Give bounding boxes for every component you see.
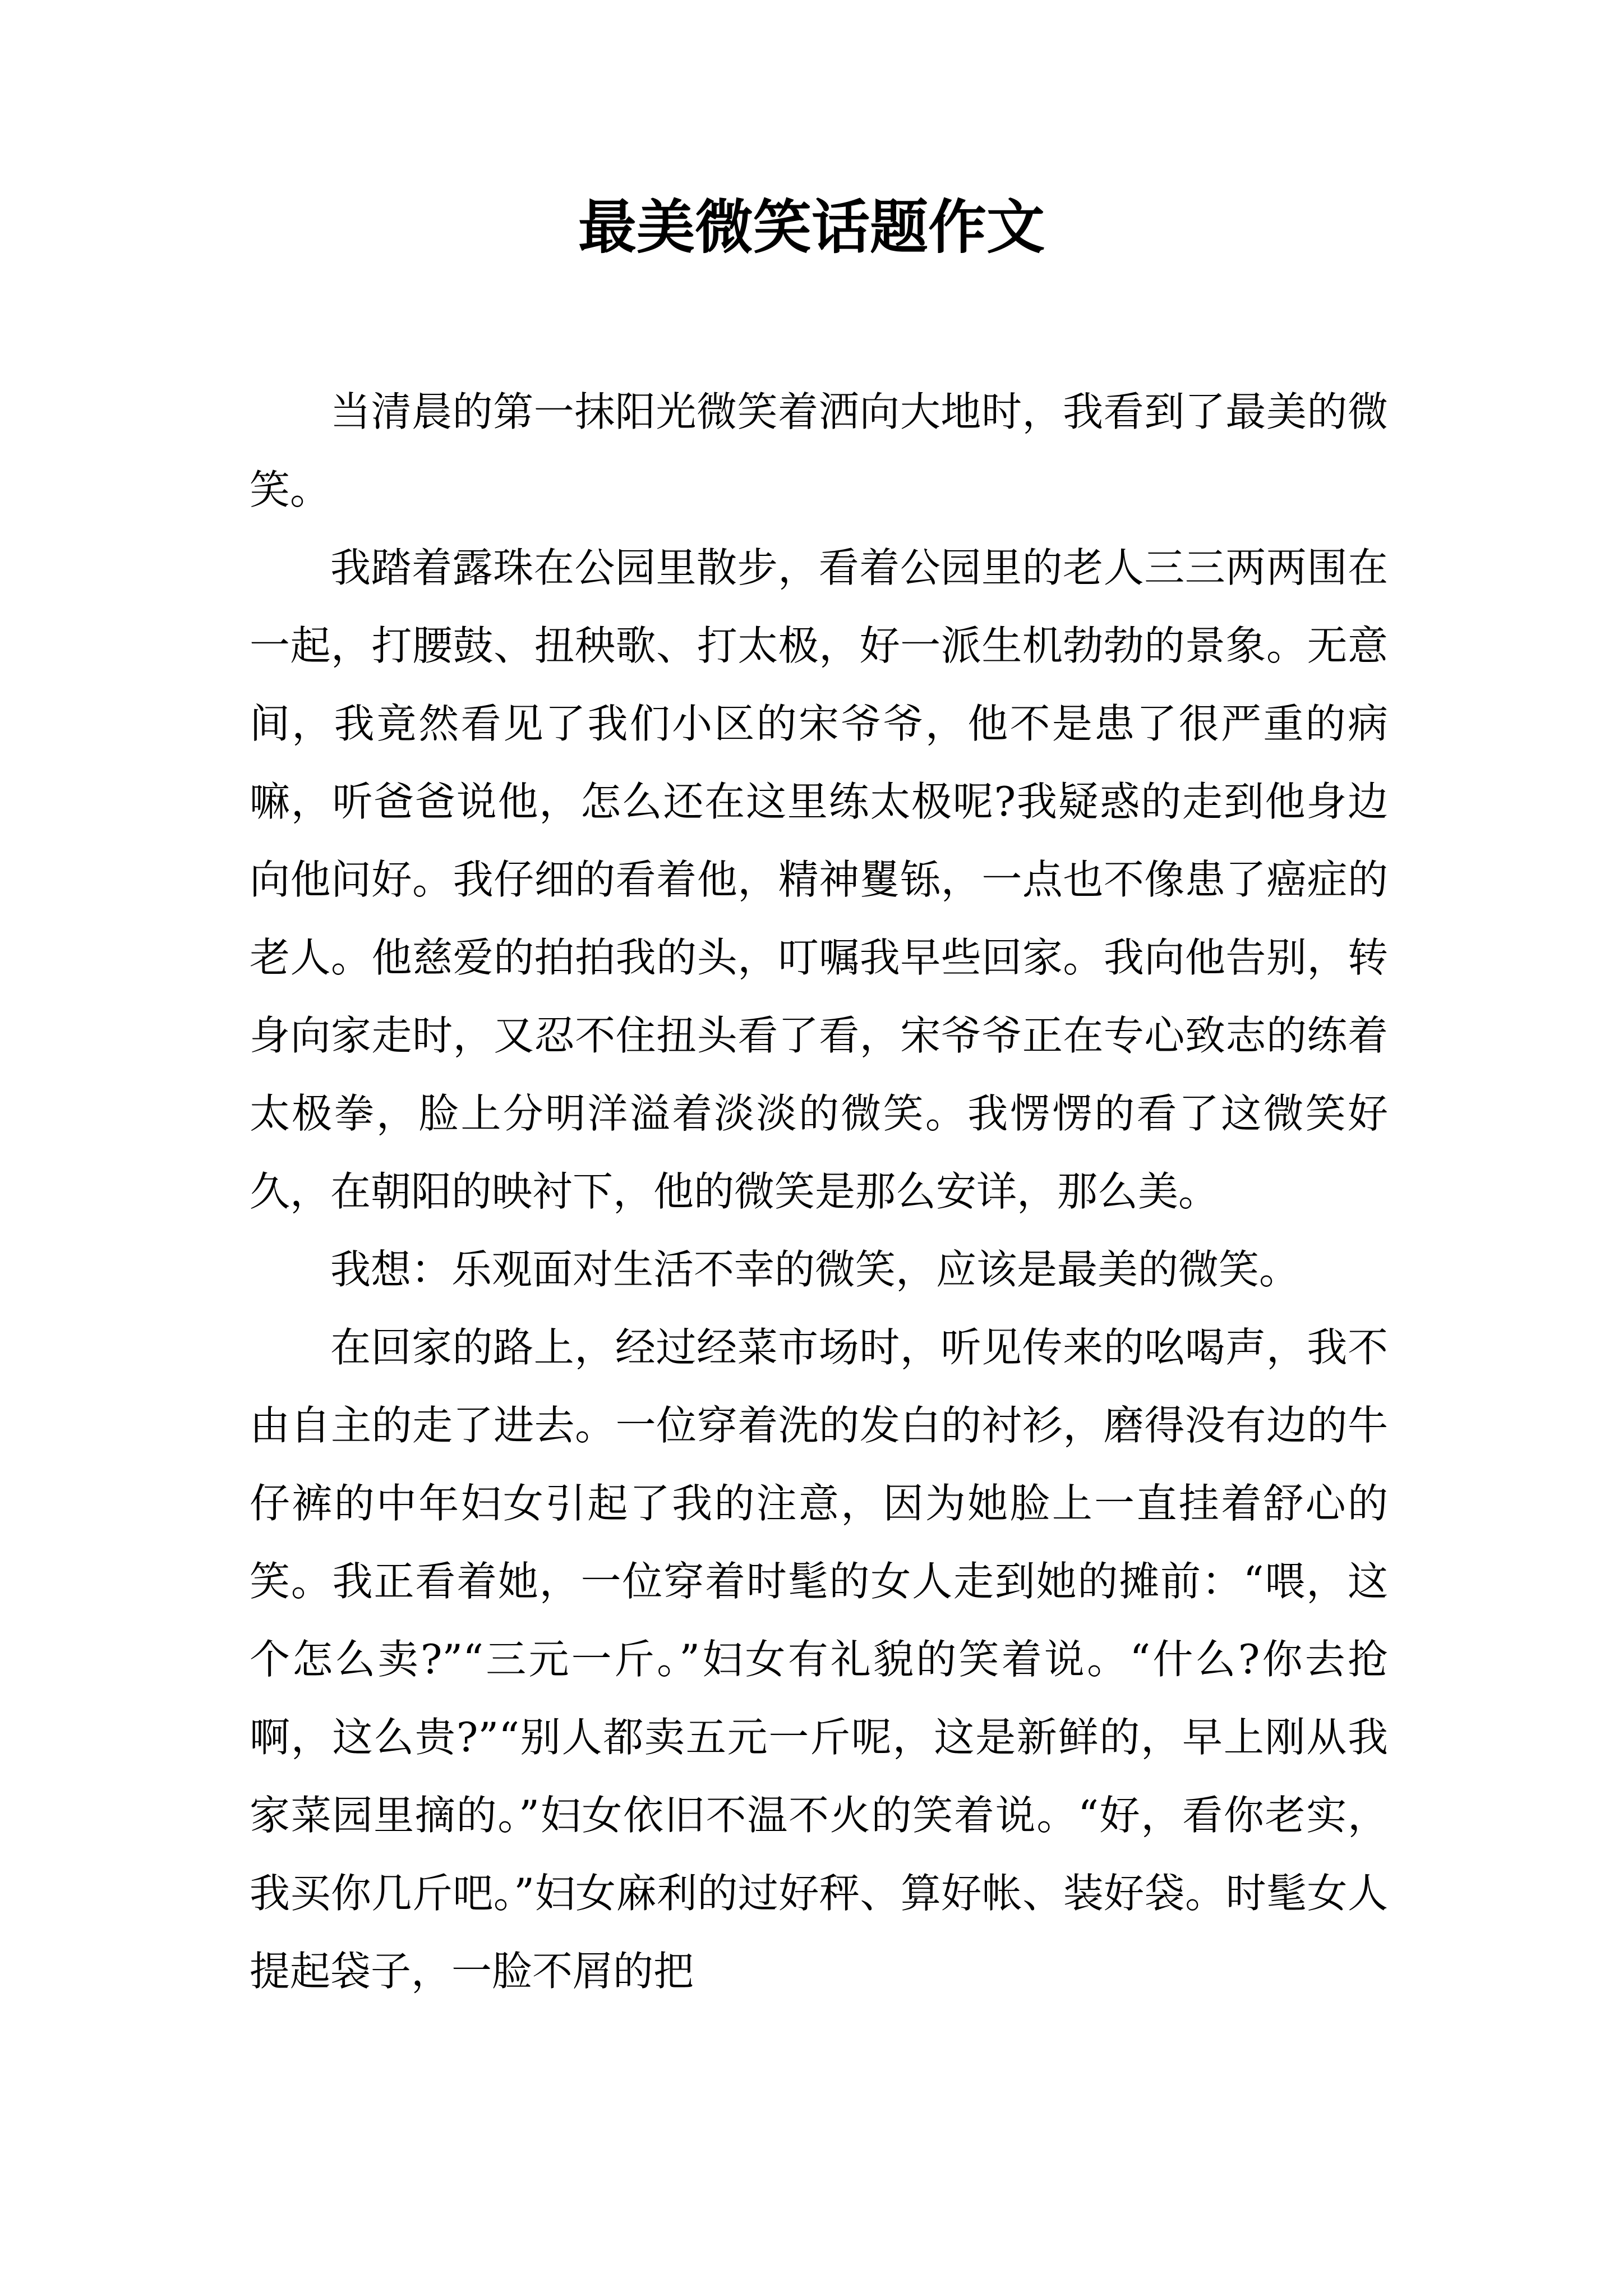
document-body bbox=[250, 373, 1388, 2010]
paragraph: 当清晨的第一抹阳光微笑着洒向大地时，我看到了最美的微笑。 bbox=[250, 388, 1388, 513]
paragraph: 我想：乐观面对生活不幸的微笑，应该是最美的微笑。 bbox=[330, 1246, 1300, 1293]
paragraph: 在回家的路上，经过经菜市场时，听见传来的吆喝声，我不由自主的走了进去。一位穿着洗的发白的衬衫，磨得没有边的牛仔裤的中年妇女引起了我的注意，因为她脸上一直挂着舒心的笑。我正看着她，一位穿着时髦的女人走到她的摊前：“喂，这个怎么卖?”“三元一斤。”妇女有礼貌的笑着说。“什么?你去抢啊，这么贵?”“别人都卖五元一斤呢，这是新鲜的，早上刚从我家菜园里摘的。”妇女依旧不温不火的笑着说。“好，看你老实，我买你几斤吧。”妇女麻利的过好秤、算好帐、装好袋。时髦女人提起袋子，一脸不屑的把 bbox=[250, 1324, 1388, 1995]
document-title: 最美微笑话题作文 bbox=[578, 192, 1045, 261]
paragraph: 我踏着露珠在公园里散步，看着公园里的老人三三两两围在一起，打腰鼓、扭秧歌、打太极，好一派生机勃勃的景象。无意间，我竟然看见了我们小区的宋爷爷，他不是患了很严重的病嘛，听爸爸说他，怎么还在这里练太极呢?我疑惑的走到他身边向他问好。我仔细的看着他，精神矍铄，一点也不像患了癌症的老人。他慈爱的拍拍我的头，叮嘱我早些回家。我向他告别，转身向家走时，又忍不住扭头看了看，宋爷爷正在专心致志的练着太极拳，脸上分明洋溢着淡淡的微笑。我愣愣的看了这微笑好久，在朝阳的映衬下，他的微笑是那么安详，那么美。 bbox=[250, 544, 1388, 1215]
